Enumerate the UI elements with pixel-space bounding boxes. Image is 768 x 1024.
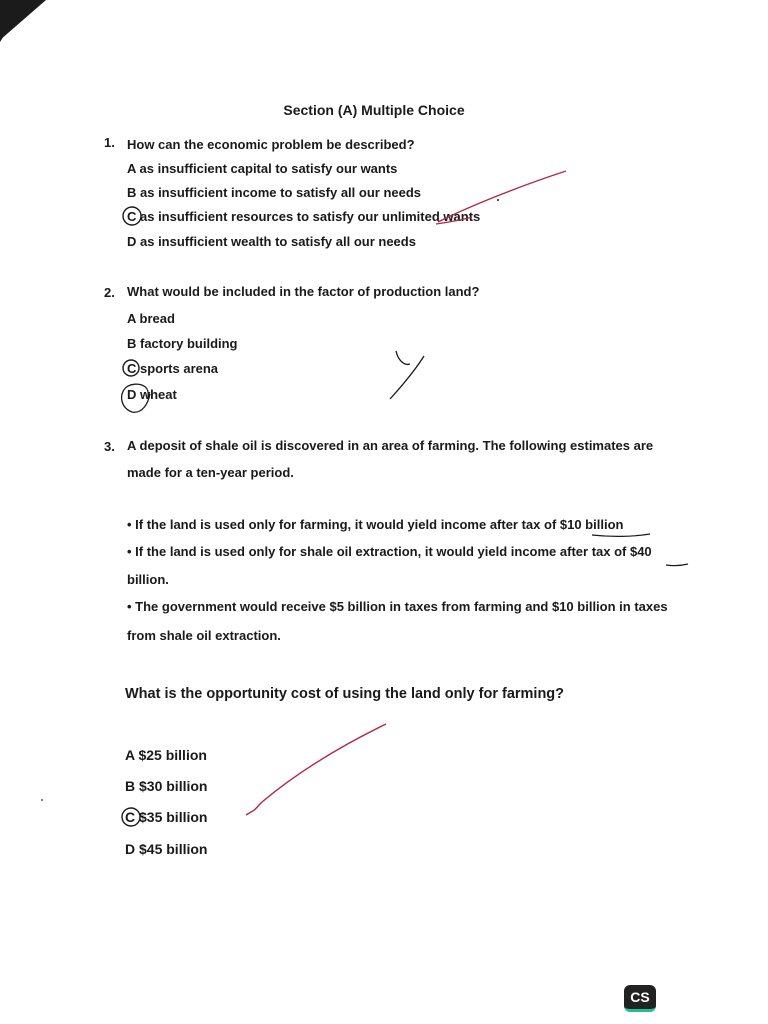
question-2-number: 2. bbox=[104, 285, 115, 300]
q3-underline-40 bbox=[666, 564, 688, 566]
question-2-option-c: C sports arena bbox=[127, 361, 219, 376]
question-2-stem: What would be included in the factor of production land? bbox=[127, 284, 480, 299]
question-3-option-d: D $45 billion bbox=[125, 841, 208, 857]
question-3-bullet-taxes-continued: from shale oil extraction. bbox=[127, 628, 281, 643]
question-1-number: 1. bbox=[104, 135, 115, 150]
q2-y-mark bbox=[390, 351, 424, 399]
question-1-option-b: B as insufficient income to satisfy all our needs bbox=[127, 185, 422, 200]
question-3-bullet-shale-continued: billion. bbox=[127, 572, 169, 587]
scan-speck bbox=[41, 799, 43, 801]
q1-ink-dot bbox=[497, 199, 499, 201]
question-3-bullet-shale: • If the land is used only for shale oil extraction, it would yield income after tax of $40 bbox=[127, 544, 652, 559]
question-2-option-d: D wheat bbox=[127, 387, 177, 402]
question-3-option-c: C $35 billion bbox=[125, 809, 208, 825]
question-1-option-a: A as insufficient capital to satisfy our wants bbox=[127, 161, 398, 176]
question-2-option-a: A bread bbox=[127, 311, 175, 326]
question-3-bullet-taxes: • The government would receive $5 billion in taxes from farming and $10 billion in taxes bbox=[127, 599, 668, 614]
q3-tick-mark bbox=[246, 724, 386, 815]
question-2-option-b: B factory building bbox=[127, 336, 238, 351]
camscanner-logo: CS bbox=[624, 985, 656, 1012]
question-3-stem-line-2: made for a ten-year period. bbox=[127, 465, 294, 480]
section-title: Section (A) Multiple Choice bbox=[283, 102, 465, 118]
question-1-option-c: C as insufficient resources to satisfy our unlimited wants bbox=[127, 209, 481, 224]
question-3-option-a: A $25 billion bbox=[125, 747, 207, 763]
scan-corner-shadow-edge bbox=[0, 20, 14, 42]
question-3-bullet-farming: • If the land is used only for farming, it would yield income after tax of $10 billion bbox=[127, 517, 624, 532]
question-3-prompt: What is the opportunity cost of using the land only for farming? bbox=[125, 686, 565, 702]
question-3-number: 3. bbox=[104, 439, 115, 454]
q3-underline-10-billion bbox=[592, 534, 650, 536]
question-3-stem-line-1: A deposit of shale oil is discovered in an area of farming. The following estimates are bbox=[127, 438, 654, 453]
question-3-option-b: B $30 billion bbox=[125, 778, 208, 794]
question-1-stem: How can the economic problem be described? bbox=[127, 137, 415, 152]
question-1-option-d: D as insufficient wealth to satisfy all our needs bbox=[127, 234, 416, 249]
